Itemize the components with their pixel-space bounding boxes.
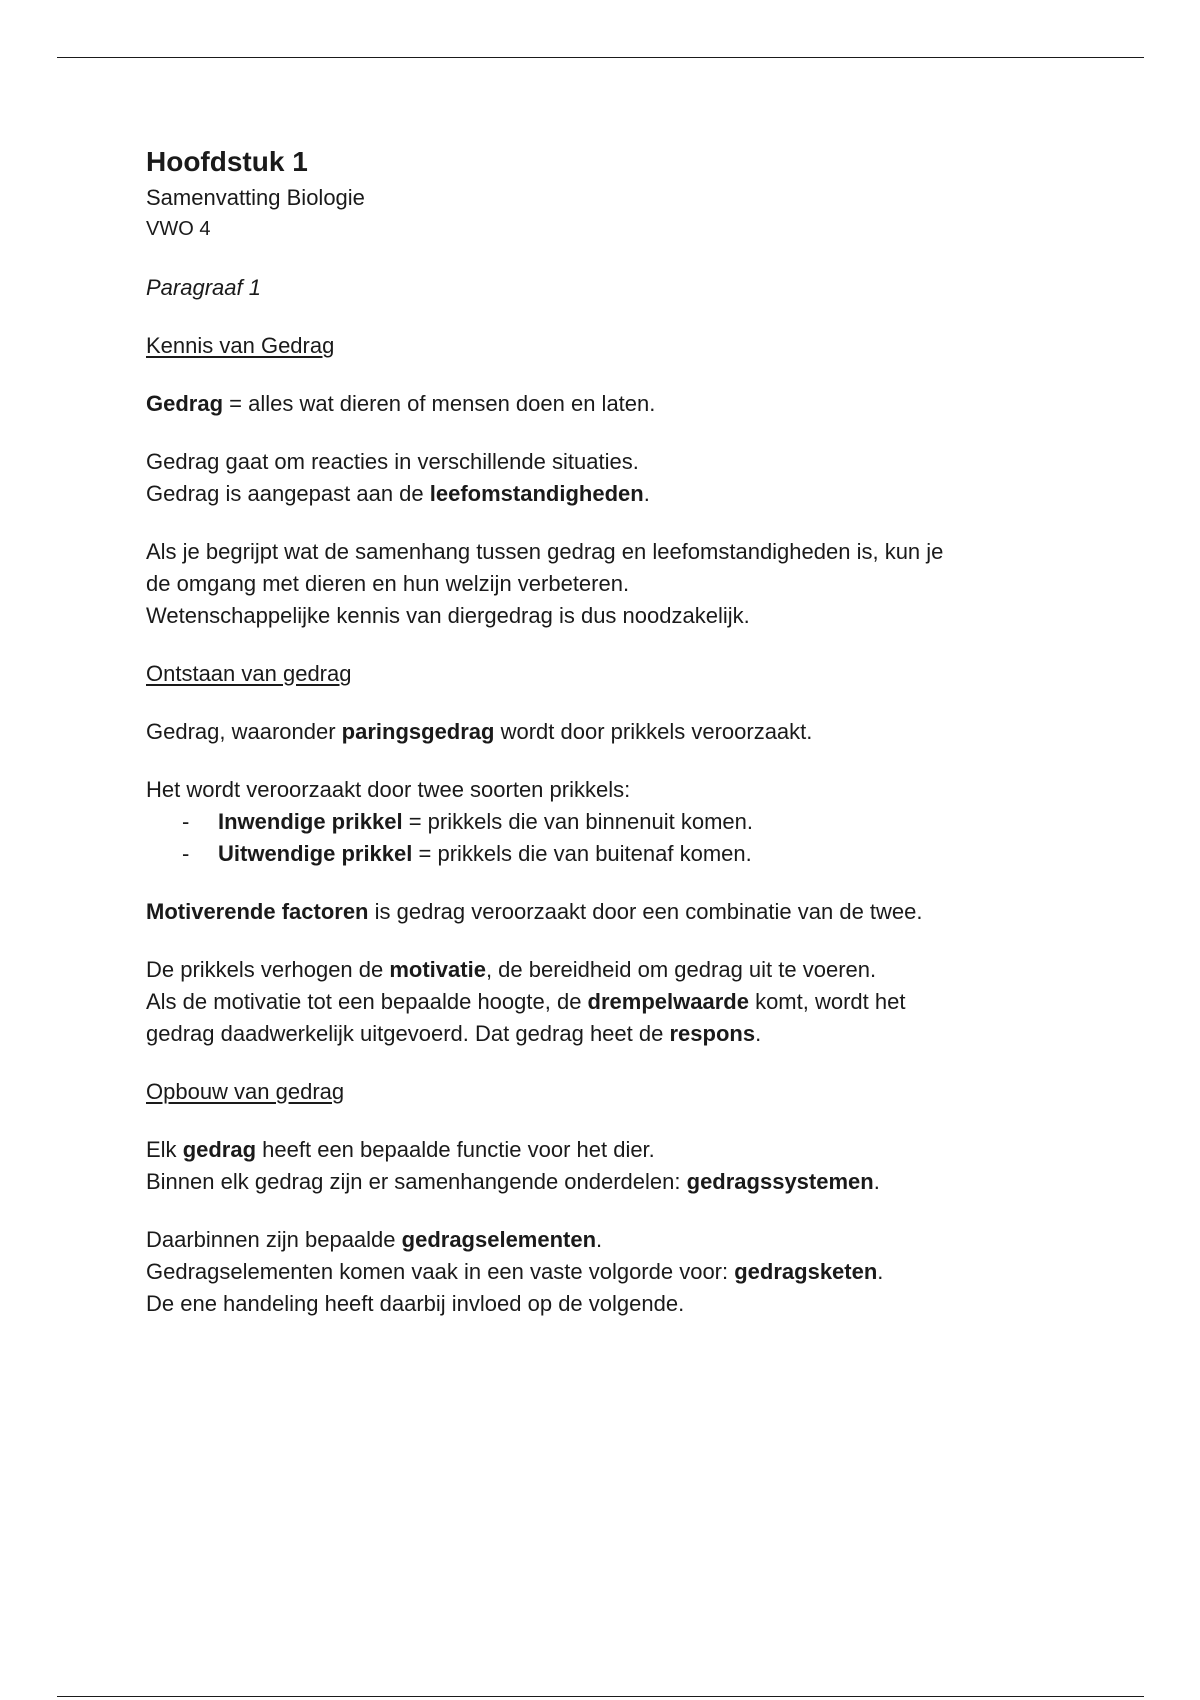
text-line: Gedrag gaat om reacties in verschillende situaties. <box>146 449 639 474</box>
term: paringsgedrag <box>341 719 495 744</box>
text-line: Het wordt veroorzaakt door twee soorten prikkels: <box>146 777 631 802</box>
text-line: Elk gedrag heeft een bepaalde functie voor het dier. <box>146 1137 655 1162</box>
term: gedrag <box>182 1137 257 1162</box>
term: drempelwaarde <box>587 989 749 1014</box>
prikkel-list <box>146 806 1046 870</box>
text-line: Motiverende factoren is gedrag veroorzaakt door een combinatie van de twee. <box>146 899 923 924</box>
definition-gedrag: Gedrag = alles wat dieren of mensen doen en laten. <box>146 391 656 416</box>
term: gedragssystemen <box>686 1169 874 1194</box>
paragraph-label: Paragraaf 1 <box>146 275 261 300</box>
page-title: Hoofdstuk 1 <box>146 146 308 177</box>
term: Uitwendige prikkel <box>218 841 413 866</box>
text-line: de omgang met dieren en hun welzijn verbeteren. <box>146 571 630 596</box>
text-line: Gedrag, waaronder paringsgedrag wordt door prikkels veroorzaakt. <box>146 719 813 744</box>
text-line: De ene handeling heeft daarbij invloed op de volgende. <box>146 1291 685 1316</box>
text-line: Als je begrijpt wat de samenhang tussen gedrag en leefomstandigheden is, kun je <box>146 539 944 564</box>
text-line: Gedragselementen komen vaak in een vaste volgorde voor: gedragsketen. <box>146 1259 884 1284</box>
text-line: Gedrag is aangepast aan de leefomstandigheden. <box>146 481 650 506</box>
section-heading-ontstaan: Ontstaan van gedrag <box>146 661 352 686</box>
term: Inwendige prikkel <box>218 809 403 834</box>
term: motivatie <box>389 957 486 982</box>
list-item: - Uitwendige prikkel = prikkels die van buitenaf komen. <box>146 838 1046 870</box>
school-level: VWO 4 <box>146 218 211 240</box>
bullet-dash: - <box>182 841 190 866</box>
text-line: Wetenschappelijke kennis van diergedrag is dus noodzakelijk. <box>146 603 750 628</box>
top-rule <box>57 57 1144 58</box>
text-line: Als de motivatie tot een bepaalde hoogte, de drempelwaarde komt, wordt het <box>146 989 906 1014</box>
term: Gedrag <box>146 391 224 416</box>
term: Motiverende factoren <box>146 899 369 924</box>
term: gedragselementen <box>401 1227 597 1252</box>
text-line: Daarbinnen zijn bepaalde gedragselementen. <box>146 1227 603 1252</box>
bullet-dash: - <box>182 809 190 834</box>
bottom-rule <box>57 1696 1144 1697</box>
text-line: De prikkels verhogen de motivatie, de bereidheid om gedrag uit te voeren. <box>146 957 877 982</box>
text-line: Binnen elk gedrag zijn er samenhangende onderdelen: gedragssystemen. <box>146 1169 880 1194</box>
term: respons <box>669 1021 756 1046</box>
text-line: gedrag daadwerkelijk uitgevoerd. Dat gedrag heet de respons. <box>146 1021 762 1046</box>
term: leefomstandigheden <box>429 481 644 506</box>
term: gedragsketen <box>734 1259 878 1284</box>
document-body <box>146 142 1046 1320</box>
list-item: - Inwendige prikkel = prikkels die van binnenuit komen. <box>146 806 1046 838</box>
section-heading-kennis: Kennis van Gedrag <box>146 333 335 358</box>
section-heading-opbouw: Opbouw van gedrag <box>146 1079 345 1104</box>
document-subtitle: Samenvatting Biologie <box>146 185 365 210</box>
